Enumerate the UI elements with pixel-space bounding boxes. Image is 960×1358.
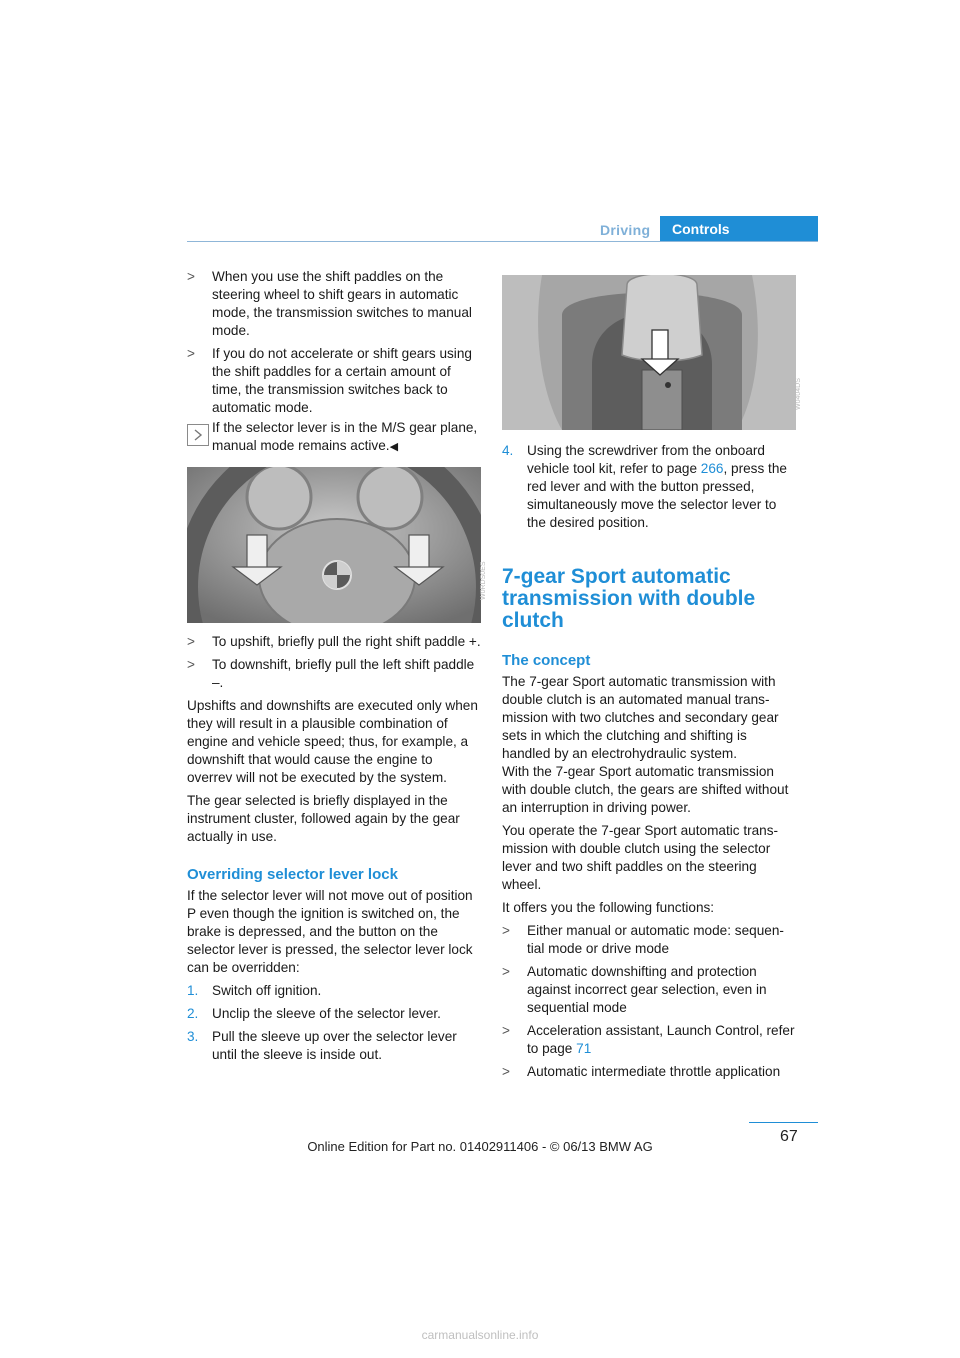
- image-code-1: W0RDS0ES: [480, 561, 487, 600]
- watermark: carmanualsonline.info: [421, 1328, 539, 1342]
- bullet-marker: >: [502, 923, 510, 938]
- bullet-item: > Either manual or automatic mode: sequen-tial mode or drive mode: [502, 923, 784, 956]
- left-column: [187, 268, 481, 417]
- bullet-item: > Automatic downshifting and protection against incorrect gear selection, even in sequential mode: [502, 964, 767, 1015]
- bullet-item: > If you do not accelerate or shift gears using the shift paddles for a certain amount of time, the transmission switches back to automatic mode.: [187, 346, 472, 415]
- bullet-item: > When you use the shift paddles on the steering wheel to shift gears in automatic mode, the transmission switches to manual mode.: [187, 269, 472, 338]
- paragraph: The 7-gear Sport automatic transmission with double clutch is an automated manual trans-mission with two clutches and secondary gear sets in which the clutching and shifting is handled by an electrohydraulic system.: [502, 674, 779, 761]
- image-code-2: W0404DS: [795, 378, 802, 410]
- paragraph: The gear selected is briefly displayed in the instrument cluster, followed again by the gear actually in use.: [187, 793, 460, 844]
- paragraph: It offers you the following functions:: [502, 900, 715, 915]
- right-column: [502, 442, 798, 1081]
- bullet-item: > Automatic intermediate throttle application: [502, 1064, 781, 1079]
- bullet-item: > To upshift, briefly pull the right shift paddle +.: [187, 634, 481, 649]
- bullet-marker: >: [502, 964, 510, 979]
- header-chapter-tab[interactable]: Controls: [660, 216, 818, 242]
- paragraph: With the 7-gear Sport automatic transmission with double clutch, the gears are shifted without an interruption in driving power.: [502, 764, 789, 815]
- bullet-marker: >: [502, 1064, 510, 1079]
- bullet-marker: >: [187, 346, 195, 361]
- page-number: 67: [780, 1128, 798, 1145]
- page-link-71[interactable]: 71: [576, 1041, 592, 1056]
- bullet-item: > Acceleration assistant, Launch Control, refer to page 71: [502, 1023, 795, 1056]
- header-rule: [187, 241, 818, 242]
- footer-edition: Online Edition for Part no. 01402911406 - © 06/13 BMW AG: [307, 1139, 653, 1154]
- step-item: 3. Pull the sleeve up over the selector lever until the sleeve is inside out.: [187, 1029, 457, 1062]
- step-item-4: 4. Using the screwdriver from the onboard vehicle tool kit, refer to page 266, press the red lever and with the button pressed, simultaneously move the selector lever to the desired position.: [502, 443, 787, 530]
- header-section-label: Driving: [600, 222, 651, 238]
- note-text: If the selector lever is in the M/S gear plane, manual mode remains active.◀: [212, 420, 478, 453]
- note-icon: [187, 424, 209, 446]
- step-item: 1. Switch off ignition.: [187, 983, 322, 998]
- subheading-concept: The concept: [502, 652, 591, 669]
- paragraph: You operate the 7-gear Sport automatic trans-mission with double clutch using the selector lever and two shift paddles on the steering wheel.: [502, 823, 779, 892]
- page-link-266[interactable]: 266: [700, 461, 724, 476]
- bullet-marker: >: [502, 1023, 510, 1038]
- paragraph: Upshifts and downshifts are executed only when they will result in a plausible combination of engine and vehicle speed; thus, for example, a downshift that would cause the engine to overrev will not be executed by the system.: [187, 698, 478, 785]
- bullet-item: > To downshift, briefly pull the left shift paddle –.: [187, 657, 475, 690]
- bullet-marker: >: [187, 634, 195, 649]
- subheading-overriding: Overriding selector lever lock: [187, 866, 398, 883]
- bullet-marker: >: [187, 657, 195, 672]
- selector-lever-image: [502, 275, 796, 430]
- step-item: 2. Unclip the sleeve of the selector lever.: [187, 1006, 441, 1021]
- bullet-marker: >: [187, 269, 195, 284]
- page-number-rule: [749, 1122, 818, 1123]
- paragraph: If the selector lever will not move out of position P even though the ignition is switched on, the brake is depressed, and the button on the selector lever is pressed, the selector lever lock can be overridden:: [187, 888, 473, 975]
- steering-wheel-image: [187, 467, 481, 623]
- left-column-lower: [187, 633, 481, 1064]
- section-title: 7-gear Sport automatic transmission with double clutch: [502, 565, 756, 632]
